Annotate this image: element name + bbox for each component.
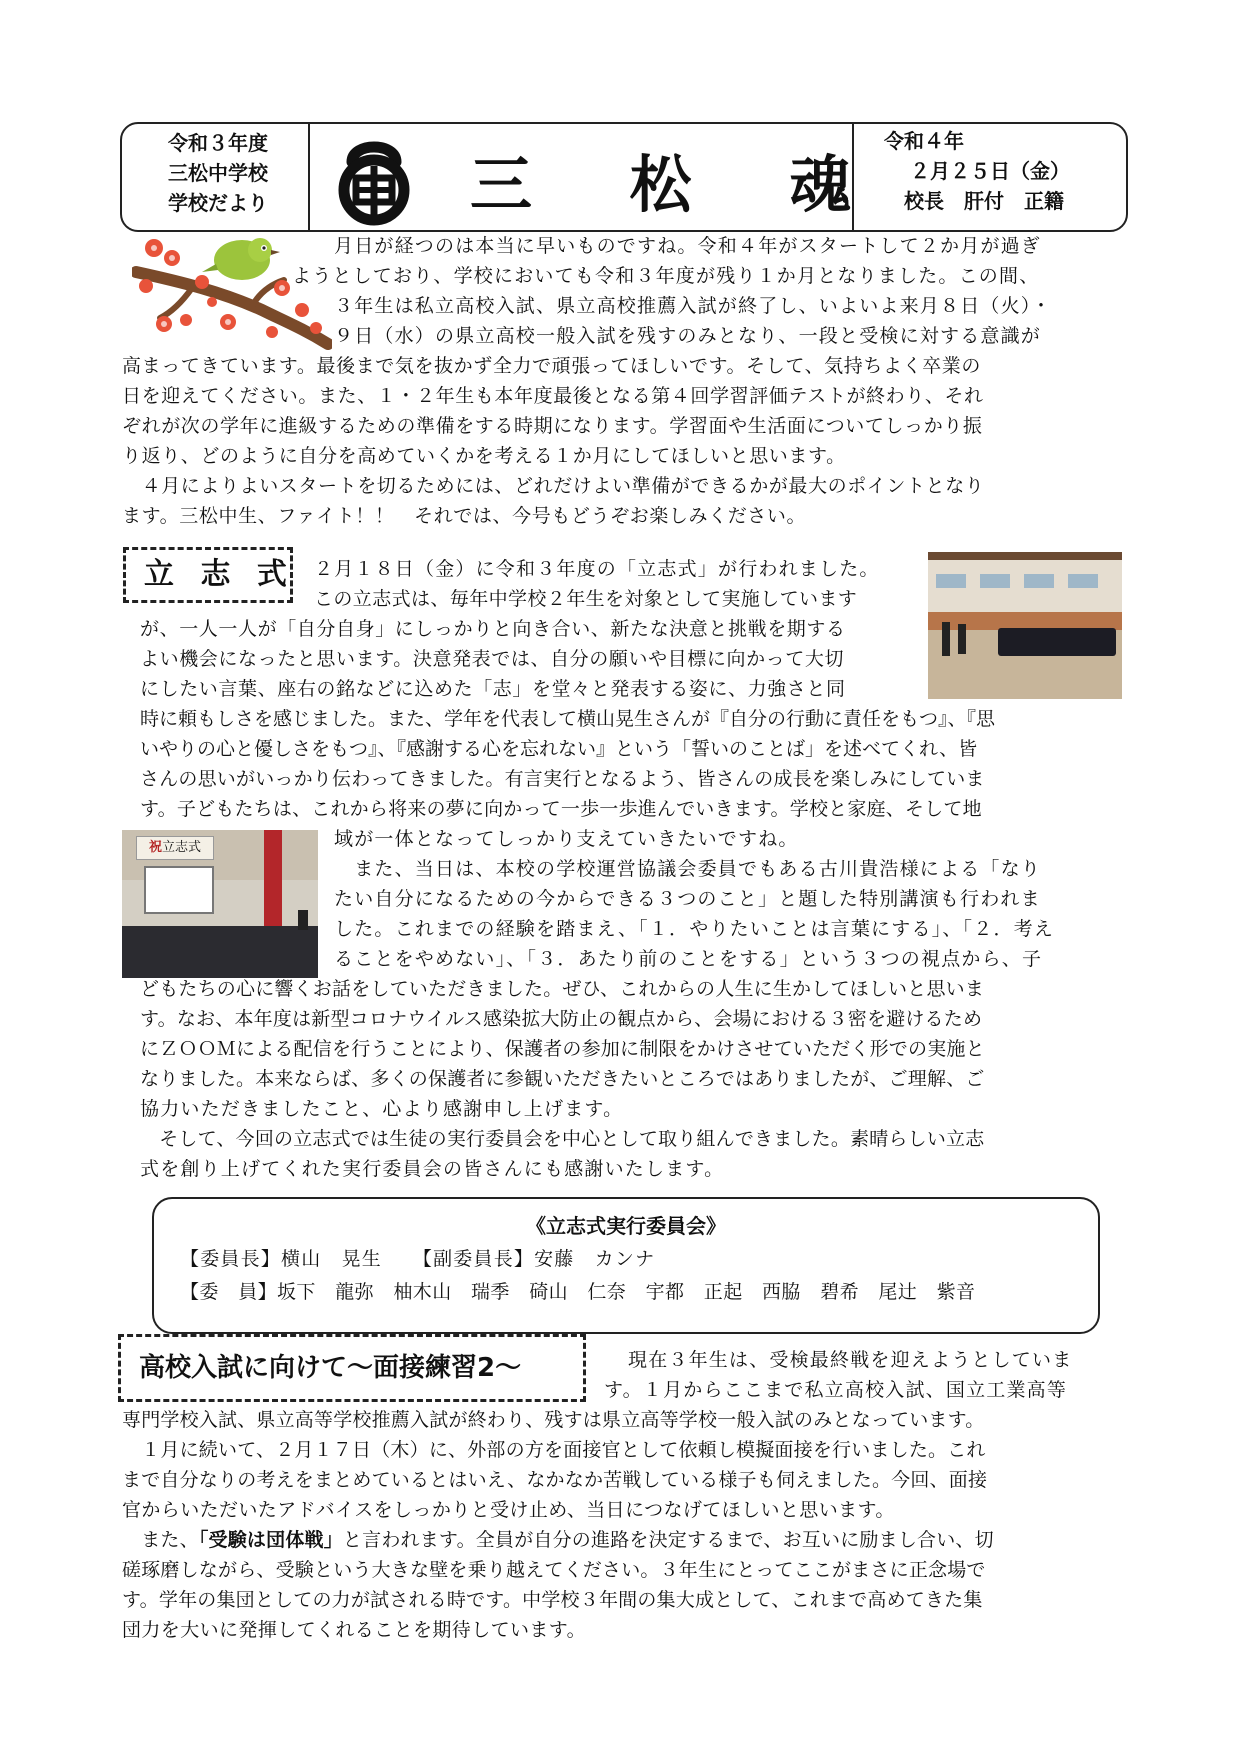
exam-line: す。１月からここまで私立高校入試、国立工業高等 [604, 1379, 1068, 1401]
intro-line: ３年生は私立高校入試、県立高校推薦入試が終了し、いよいよ来月８日（火）・ [334, 295, 1052, 317]
intro-line: ます。三松中生、ファイト！！ それでは、今号もどうぞお楽しみください。 [122, 505, 807, 527]
gym-window [1024, 574, 1054, 588]
committee-members: 【委 員】坂下 龍弥 柚木山 瑞季 碕山 仁奈 宇都 正起 西脇 碧希 尾辻 紫音 [180, 1281, 976, 1303]
intro-line: ぞれが次の学年に進級するための準備をする時期になります。学習面や生活面についてしっかり振 [122, 415, 983, 437]
risshi-line: たい自分になるための今からできる３つのこと」と題した特別講演も行われま [334, 888, 1041, 910]
stage-curtain [264, 830, 282, 926]
risshi-line: 域が一体となってしっかり支えていきたいですね。 [334, 828, 799, 850]
risshi-line: いやりの心と優しさをもつ』、『感謝する心を忘れない』という「誓いのことば」を述べてくれ、皆 [140, 738, 978, 760]
newsletter-title: 三 松 魂 [470, 148, 890, 221]
risshi-line: さんの思いがいっかり伝わってきました。有言実行となるよう、皆さんの成長を楽しみにしていま [140, 768, 985, 790]
exam-line: す。学年の集団としての力が試される時です。中学校３年間の集大成として、これまで高めてきた集 [122, 1589, 983, 1611]
risshi-line: す。なお、本年度は新型コロナウイルス感染拡大防止の観点から、会場における３密を避けるため [140, 1008, 983, 1030]
risshi-line: が、一人一人が「自分自身」にしっかりと向き合い、新たな決意と挑戦を期する [140, 618, 846, 640]
exam-line-tail: と言われます。全員が自分の進路を決定するまで、お互いに励まし合い、切 [342, 1529, 994, 1551]
masthead-issuer [122, 128, 306, 218]
risshi-line: 時に頼もしさを感じました。また、学年を代表して横山晃生さんが『自分の行動に責任をもつ』、『思 [140, 708, 996, 730]
lecture-stage-photo [122, 830, 318, 978]
risshi-line: どもたちの心に響くお話をしていただきました。ぜひ、これからの人生に生かしてほしいと思いま [140, 978, 985, 1000]
projection-screen [144, 866, 214, 914]
risshi-line: にＺＯＯＭによる配信を行うことにより、保護者の参加に制限をかけさせていただく形での実施と [140, 1038, 985, 1060]
intro-line: ようとしており、学校においても令和３年度が残り１か月となりました。この間、 [292, 265, 1040, 287]
gym-beam [928, 552, 1122, 560]
gym-window [1068, 574, 1098, 588]
exam-line: 磋琢磨しながら、受験という大きな壁を乗り越えてください。３年生にとってここがまさに正念場で [122, 1559, 986, 1581]
risshi-line: よい機会になったと思います。決意発表では、自分の願いや目標に向かって大切 [140, 648, 845, 670]
intro-line: 高まってきています。最後まで気を抜かず全力で頑張ってほしいです。そして、気持ちよく卒業の [122, 355, 981, 377]
audience [122, 926, 318, 978]
risshi-line: ることをやめない」、「３．あたり前のことをする」という３つの視点から、子 [334, 948, 1043, 970]
section-heading-risshi: 立 志 式 [123, 547, 293, 603]
exam-line: まで自分なりの考えをまとめているとはいえ、なかなか苦戦している様子も伺えました。今回、面接 [122, 1469, 988, 1491]
gym-window [936, 574, 966, 588]
section-heading-exam: 高校入試に向けて～面接練習2～ [118, 1334, 586, 1402]
teacher-figure [942, 622, 950, 656]
issue-date: ２月２５日（金） [910, 159, 1070, 183]
gym-window [980, 574, 1010, 588]
risshi-line: した。これまでの経験を踏まえ、「１．やりたいことは言葉にする」、「２．考え [334, 918, 1055, 940]
intro-line: 日を迎えてください。また、１・２年生も本年度最後となる第４回学習評価テストが終わり、それ [122, 385, 984, 407]
risshi-line: そして、今回の立志式では生徒の実行委員会を中心として取り組んできました。素晴らしい立志 [140, 1128, 985, 1150]
exam-line [122, 1525, 994, 1555]
stage-sign-text: 立志式 [162, 840, 202, 855]
exam-line-lead: また、 [122, 1529, 199, 1551]
issuer-line: 学校だより [168, 191, 268, 215]
stage-sign [136, 836, 214, 860]
intro-line: り返り、どのように自分を高めていくかを考える１か月にしてほしいと思います。 [122, 445, 846, 467]
masthead-divider [308, 122, 310, 232]
risshi-line: にしたい言葉、座右の銘などに込めた「志」を堂々と発表する姿に、力強さと同 [140, 678, 846, 700]
exam-line: 団力を大いに発揮してくれることを期待しています。 [122, 1619, 587, 1641]
risshi-line: 式を創り上げてくれた実行委員会の皆さんにも感謝いたします。 [140, 1158, 725, 1180]
masthead-date [884, 126, 1124, 216]
ceremony-gym-photo [928, 552, 1122, 699]
committee-leaders: 【委員長】横山 晃生 【副委員長】安藤 カンナ [180, 1248, 656, 1270]
committee-title: 《立志式実行委員会》 [526, 1214, 726, 1238]
intro-line: ９日（水）の県立高校一般入試を残すのみとなり、一段と受検に対する意識が [334, 325, 1042, 347]
teacher-figure [958, 624, 966, 654]
issuer-line: 令和３年度 [168, 131, 268, 155]
student-rows [998, 628, 1116, 656]
exam-emphasis: 「受験は団体戦」 [198, 1529, 343, 1551]
risshi-line: ２月１８日（金）に令和３年度の「立志式」が行われました。 [314, 558, 880, 580]
principal-name: 校長 肝付 正籍 [904, 189, 1064, 213]
school-emblem-icon [322, 138, 426, 226]
plum-blossom-bird-illustration [132, 232, 332, 350]
intro-line: 月日が経つのは本当に早いものですね。令和４年がスタートして２か月が過ぎ [334, 235, 1042, 257]
risshi-line: す。子どもたちは、これから将来の夢に向かって一歩一歩進んでいきます。学校と家庭、そして地 [140, 798, 982, 820]
stage-sign-mark: 祝 [148, 840, 162, 855]
exam-line: 専門学校入試、県立高等学校推薦入試が終わり、残すは県立高等学校一般入試のみとなっています。 [122, 1409, 985, 1431]
exam-line: 官からいただいたアドバイスをしっかりと受け止め、当日につなげてほしいと思います。 [122, 1499, 895, 1521]
speaker-figure [298, 910, 308, 930]
risshi-line: この立志式は、毎年中学校２年生を対象として実施しています [314, 588, 858, 610]
exam-line: 現在３年生は、受検最終戦を迎えようとしていま [628, 1349, 1073, 1371]
risshi-line: 協力いただきましたこと、心より感謝申し上げます。 [140, 1098, 624, 1120]
issuer-line: 三松中学校 [168, 161, 268, 185]
era-year: 令和４年 [884, 129, 964, 153]
risshi-line: なりました。本来ならば、多くの保護者に参観いただきたいところではありましたが、ご理解、ご [140, 1068, 985, 1090]
risshi-line: また、当日は、本校の学校運営協議会委員でもある古川貴浩様による「なり [334, 858, 1042, 880]
intro-line: ４月によりよいスタートを切るためには、どれだけよい準備ができるかが最大のポイントとなり [122, 475, 985, 497]
exam-line: １月に続いて、２月１７日（木）に、外部の方を面接官として依頼し模擬面接を行いました。これ [122, 1439, 986, 1461]
